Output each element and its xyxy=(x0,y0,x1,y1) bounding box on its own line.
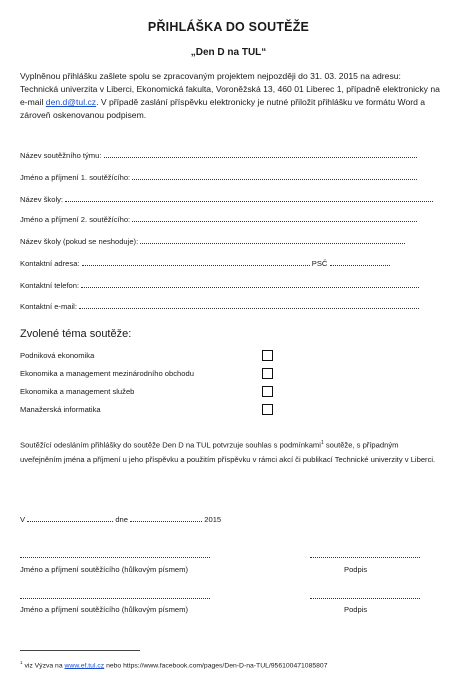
contestant1-field[interactable] xyxy=(20,172,417,182)
footnote-link[interactable]: www.ef.tul.cz xyxy=(64,662,105,670)
phone-label: Kontaktní telefon: xyxy=(20,281,80,290)
page-subtitle: „Den D na TUL“ xyxy=(190,47,267,58)
email-input-line[interactable] xyxy=(79,301,419,309)
contestant2-input-line[interactable] xyxy=(132,214,417,222)
consent-paragraph xyxy=(20,436,440,467)
topic-checkbox[interactable] xyxy=(262,368,273,379)
school2-input-line[interactable] xyxy=(140,236,405,244)
psc-label: PSČ xyxy=(311,259,328,268)
consent-text: Soutěžící odesláním přihlášky do soutěže Den D na TUL potvrzuje souhlas s podmínkami xyxy=(20,440,321,450)
name-caption: Jméno a příjmení soutěžícího (hůlkovým písmem) xyxy=(20,605,188,614)
place-date-line xyxy=(20,514,221,524)
team-name-label: Název soutěžního týmu: xyxy=(20,151,102,160)
place-input-line[interactable] xyxy=(27,514,113,522)
school2-field[interactable] xyxy=(20,236,405,246)
intro-text-end: . V případě zaslání příspěvku elektronicky je nutné přiložit přihlášku ve formátu Word a zároveň oskenovanou podpisem. xyxy=(20,97,426,120)
signature-caption: Podpis xyxy=(344,565,368,574)
email-link[interactable]: den.d@tul.cz xyxy=(45,97,97,107)
address-field[interactable] xyxy=(20,258,390,268)
topics-heading: Zvolené téma soutěže: xyxy=(20,328,132,340)
consent-text-end: soutěže, s případným uveřejněním jména a příjmení u jeho příspěvku a použitím příspěvku v rámci akcí či publikací Technické univerzity v Liberci. xyxy=(20,440,436,464)
team-name-field[interactable] xyxy=(20,150,417,160)
phone-input-line[interactable] xyxy=(81,280,419,288)
footnote-prefix: viz Výzva na xyxy=(24,662,63,670)
signature-line[interactable] xyxy=(310,556,420,558)
date-label: dne xyxy=(115,515,128,524)
date-input-line[interactable] xyxy=(130,514,202,522)
name-caption: Jméno a příjmení soutěžícího (hůlkovým písmem) xyxy=(20,565,188,574)
footnote-suffix: nebo https://www.facebook.com/pages/Den-D-na-TUL/956100471085807 xyxy=(106,662,328,670)
school1-label: Název školy: xyxy=(20,195,64,204)
topic-checkbox[interactable] xyxy=(262,404,273,415)
psc-input-line[interactable] xyxy=(330,258,390,266)
name-signature-line[interactable] xyxy=(20,556,210,558)
footnote xyxy=(20,660,327,669)
contestant1-input-line[interactable] xyxy=(132,172,417,180)
signature-caption: Podpis xyxy=(344,605,368,614)
footnote-reference: 1 xyxy=(320,440,324,446)
contestant1-label: Jméno a příjmení 1. soutěžícího: xyxy=(20,173,131,182)
email-field[interactable] xyxy=(20,301,419,311)
contestant2-field[interactable] xyxy=(20,214,417,224)
school1-input-line[interactable] xyxy=(65,194,433,202)
topic-checkbox[interactable] xyxy=(262,350,273,361)
address-input-line[interactable] xyxy=(82,258,310,266)
contestant2-label: Jméno a příjmení 2. soutěžícího: xyxy=(20,215,131,224)
footnote-separator xyxy=(20,650,140,651)
topic-label: Manažerská informatika xyxy=(20,405,101,414)
address-label: Kontaktní adresa: xyxy=(20,259,80,268)
intro-text: Vyplněnou přihlášku zašlete spolu se zpracovaným projektem nejpozději do 31. 03. 2015 na adresu: Technická univerzita v Liberci, Ekonomická fakulta, Voroněžská 13, 460 01 Liberec 1, případně elektronicky na e-mail xyxy=(20,71,440,107)
topic-label: Ekonomika a management mezinárodního obchodu xyxy=(20,369,194,378)
topic-label: Podniková ekonomika xyxy=(20,351,95,360)
team-name-input-line[interactable] xyxy=(104,150,417,158)
year-text: 2015 xyxy=(204,515,222,524)
intro-paragraph xyxy=(20,70,440,122)
signature-line[interactable] xyxy=(310,597,420,599)
school1-field[interactable] xyxy=(20,194,433,204)
school2-label: Název školy (pokud se neshoduje): xyxy=(20,237,139,246)
place-label: V xyxy=(20,515,26,524)
page-title: PŘIHLÁŠKA DO SOUTĚŽE xyxy=(147,20,310,34)
topic-checkbox[interactable] xyxy=(262,386,273,397)
topic-label: Ekonomika a management služeb xyxy=(20,387,135,396)
phone-field[interactable] xyxy=(20,280,419,290)
name-signature-line[interactable] xyxy=(20,597,210,599)
email-label: Kontaktní e-mail: xyxy=(20,302,77,311)
footnote-mark: 1 xyxy=(20,660,23,665)
